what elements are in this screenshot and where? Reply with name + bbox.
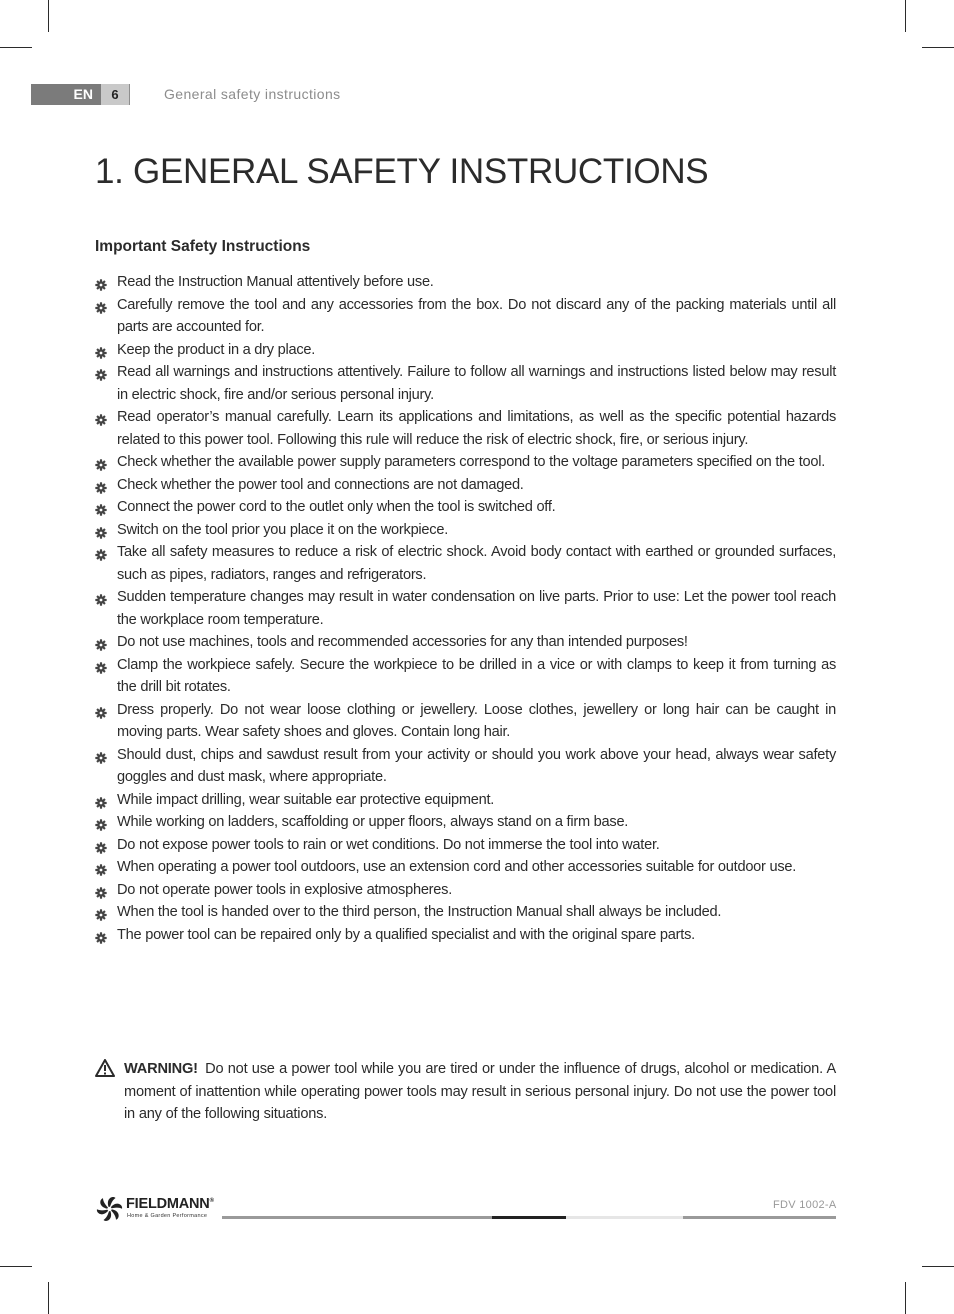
instruction-item [95,744,836,789]
section-subheading: Important Safety Instructions [95,238,311,255]
gear-bullet-icon [95,276,107,288]
instruction-item [95,586,836,631]
instruction-item [95,294,836,339]
gear-bullet-icon [95,929,107,941]
gear-bullet-icon [95,546,107,558]
instruction-text: Read operator’s manual carefully. Learn its applications and limitations, as well as the specific potential hazards related to this power tool. Following this rule will reduce the risk of electric shock, fire, or serious injury. [117,409,836,448]
running-header: General safety instructions [164,86,341,102]
footer-rule-segment [683,1216,836,1219]
model-code: FDV 1002-A [773,1199,837,1211]
crop-mark [922,1266,954,1267]
instruction-item [95,496,836,519]
instruction-text: The power tool can be repaired only by a qualified specialist and with the original spare parts. [117,926,695,943]
gear-bullet-icon [95,501,107,513]
gear-bullet-icon [95,794,107,806]
instruction-item [95,879,836,902]
instruction-list [95,271,836,946]
crop-mark [0,1266,32,1267]
gear-bullet-icon [95,366,107,378]
gear-bullet-icon [95,749,107,761]
instruction-text: Connect the power cord to the outlet only when the tool is switched off. [117,499,556,515]
instruction-text: Switch on the tool prior you place it on the workpiece. [117,521,449,538]
instruction-text: Do not expose power tools to rain or wet conditions. Do not immerse the tool into water. [117,836,660,853]
brand-name: FIELDMANN® [126,1196,214,1212]
instruction-item [95,271,836,294]
instruction-item [95,789,836,812]
gear-bullet-icon [95,344,107,356]
instruction-text: When the tool is handed over to the third person, the Instruction Manual shall always be included. [117,904,722,920]
gear-bullet-icon [95,591,107,603]
gear-bullet-icon [95,906,107,918]
instruction-text: Check whether the available power supply parameters correspond to the voltage parameters specified on the tool. [117,454,826,470]
warning-block [95,1058,836,1126]
instruction-text: Keep the product in a dry place. [117,341,316,358]
language-tab: EN [31,84,101,105]
instruction-text: Carefully remove the tool and any accessories from the box. Do not discard any of the packing materials until all parts are accounted for. [117,296,836,335]
instruction-text: Dress properly. Do not wear loose clothing or jewellery. Loose clothes, jewellery or long hair can be caught in moving parts. Wear safety shoes and gloves. Contain long hair. [117,701,836,740]
gear-bullet-icon [95,704,107,716]
instruction-item [95,541,836,586]
brand-logo [95,1195,221,1223]
page-number: 6 [101,84,129,105]
instruction-item [95,699,836,744]
instruction-item [95,451,836,474]
instruction-item [95,361,836,406]
instruction-text: Should dust, chips and sawdust result from your activity or should you work above your head, always wear safety goggles and dust mask, where appropriate. [117,746,836,785]
instruction-item [95,834,836,857]
instruction-text: Check whether the power tool and connections are not damaged. [117,476,524,493]
crop-mark [48,1282,49,1314]
gear-bullet-icon [95,884,107,896]
gear-bullet-icon [95,299,107,311]
crop-mark [922,47,954,48]
gear-bullet-icon [95,861,107,873]
gear-bullet-icon [95,659,107,671]
gear-bullet-icon [95,456,107,468]
footer-rule-segment [566,1216,683,1219]
gear-bullet-icon [95,524,107,536]
instruction-item [95,631,836,654]
instruction-text: While working on ladders, scaffolding or upper floors, always stand on a firm base. [117,814,629,830]
instruction-item [95,811,836,834]
fieldmann-fan-logo-icon [95,1195,124,1223]
instruction-text: Take all safety measures to reduce a risk of electric shock. Avoid body contact with earthed or grounded surfaces, such as pipes, radiators, ranges and refrigerators. [117,544,836,583]
instruction-text: Read all warnings and instructions attentively. Failure to follow all warnings and instructions listed below may result in electric shock, fire and/or serious personal injury. [117,364,836,403]
instruction-text: When operating a power tool outdoors, use an extension cord and other accessories suitable for outdoor use. [117,859,797,875]
instruction-text: Sudden temperature changes may result in water condensation on live parts. Prior to use: Let the power tool reach the workplace room temperature. [117,589,836,628]
crop-mark [905,0,906,32]
gear-bullet-icon [95,636,107,648]
gear-bullet-icon [95,479,107,491]
page-title: 1. GENERAL SAFETY INSTRUCTIONS [95,152,709,191]
warning-text: Do not use a power tool while you are tired or under the influence of drugs, alcohol or medication. A moment of inattention while operating power tools may result in serious personal injury. Do not use the power tool in any of the following situations. [124,1061,836,1122]
instruction-item [95,901,836,924]
instruction-item [95,654,836,699]
warning-label: WARNING! [124,1061,198,1077]
crop-mark [0,47,32,48]
footer-rule-segment [492,1216,566,1219]
gear-bullet-icon [95,816,107,828]
instruction-item [95,924,836,947]
gear-bullet-icon [95,411,107,423]
instruction-item [95,474,836,497]
crop-mark [905,1282,906,1314]
instruction-item [95,856,836,879]
instruction-text: Do not operate power tools in explosive atmospheres. [117,881,453,898]
gear-bullet-icon [95,839,107,851]
instruction-text: Clamp the workpiece safely. Secure the workpiece to be drilled in a vice or with clamps to keep it from turning as the drill bit rotates. [117,656,836,695]
crop-mark [48,0,49,32]
brand-tagline: Home & Garden Performance [127,1213,208,1219]
instruction-item [95,406,836,451]
footer-rule-segment [222,1216,492,1219]
instruction-text: Read the Instruction Manual attentively before use. [117,274,434,290]
instruction-item [95,519,836,542]
warning-text-block [124,1058,836,1126]
instruction-text: Do not use machines, tools and recommended accessories for any than intended purposes! [117,634,688,650]
warning-triangle-icon [95,1059,115,1077]
instruction-text: While impact drilling, wear suitable ear protective equipment. [117,791,495,808]
instruction-item [95,339,836,362]
